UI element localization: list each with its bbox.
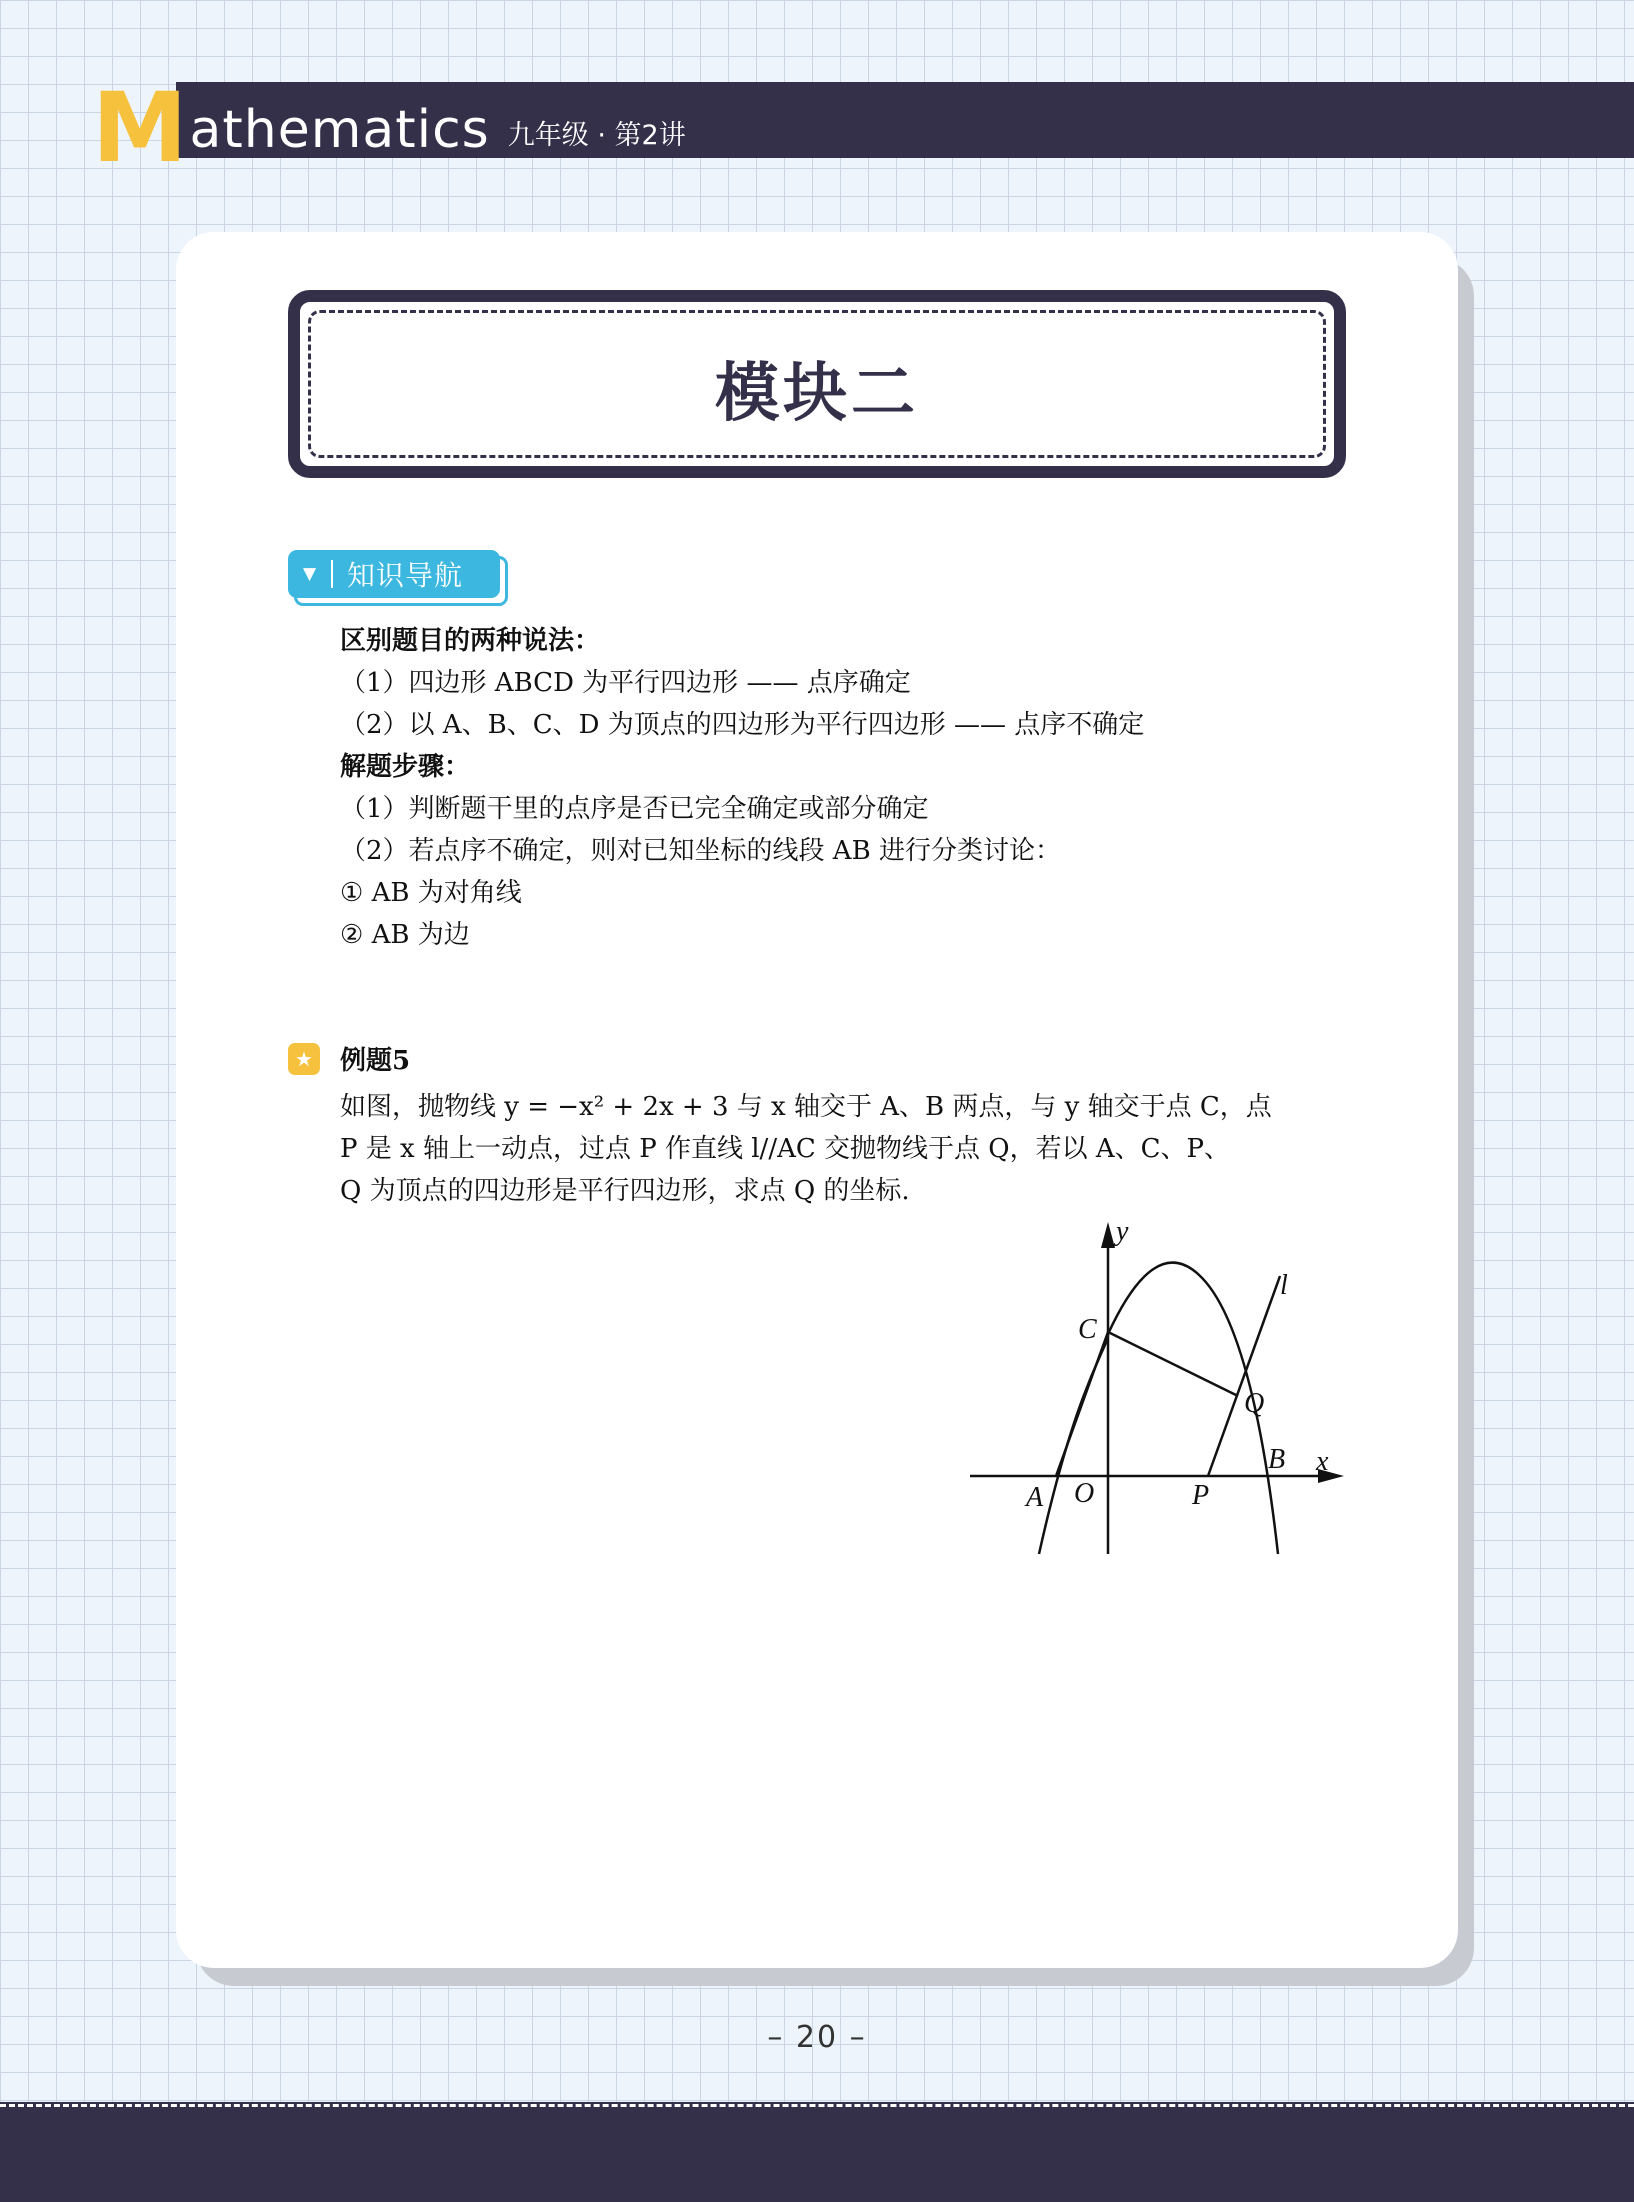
point-c-label: C [1078,1314,1097,1345]
lesson-subtitle: 九年级 · 第2讲 [507,120,686,151]
parabola-diagram [966,1214,1346,1564]
parabola-curve [1039,1263,1278,1554]
brand-word: athematics [189,100,490,160]
section-tab-label: 知识导航 [347,559,464,592]
problem-line: 如图，抛物线 y = −x² + 2x + 3 与 x 轴交于 A、B 两点，与 y 轴交于点 C，点 [340,1092,1272,1122]
point-b-label: B [1268,1444,1286,1475]
problem-line: Q 为顶点的四边形是平行四边形，求点 Q 的坐标. [340,1176,910,1206]
example-header [288,1040,410,1077]
line-l-label: l [1280,1270,1288,1301]
knowledge-line: （1）四边形 ABCD 为平行四边形 —— 点序确定 [340,668,911,698]
parabola-figure [966,1214,1346,1564]
module-title: 模块二 [715,357,919,431]
example-label: 例题5 [340,1046,411,1076]
point-a-label: A [1026,1482,1044,1513]
steps-line: （2）若点序不确定，则对已知坐标的线段 AB 进行分类讨论： [340,836,1061,866]
origin-label: O [1074,1478,1095,1509]
x-axis-label: x [1316,1446,1329,1477]
y-axis-label: y [1116,1216,1129,1247]
brand-initial: M [92,72,188,184]
steps-case: ① AB 为对角线 [340,878,522,908]
section-tab-knowledge [288,550,500,598]
example-problem [340,1086,1346,1212]
star-icon: ★ [288,1043,320,1075]
knowledge-heading: 区别题目的两种说法： [340,626,601,656]
module-title-box [288,290,1346,478]
y-axis-arrow [1101,1222,1115,1248]
point-q-label: Q [1244,1388,1265,1419]
knowledge-content [340,620,1340,956]
steps-case: ② AB 为边 [340,920,470,950]
problem-line: P 是 x 轴上一动点，过点 P 作直线 l//AC 交抛物线于点 Q，若以 A、C、P、 [340,1134,1231,1164]
knowledge-line: （2）以 A、B、C、D 为顶点的四边形为平行四边形 —— 点序不确定 [340,710,1145,740]
footer-band [0,2102,1634,2202]
steps-line: （1）判断题干里的点序是否已完全确定或部分确定 [340,794,929,824]
point-p-label: P [1192,1480,1210,1511]
footer-dashed-line [0,2104,1634,2107]
page-number: – 20 – [767,2020,867,2055]
triangle-down-icon: ▼ [303,564,317,584]
tab-divider [331,560,333,588]
segment-cq [1108,1332,1238,1396]
steps-heading: 解题步骤： [340,752,471,782]
brand-title [92,72,686,184]
segment-ac [1056,1332,1108,1476]
